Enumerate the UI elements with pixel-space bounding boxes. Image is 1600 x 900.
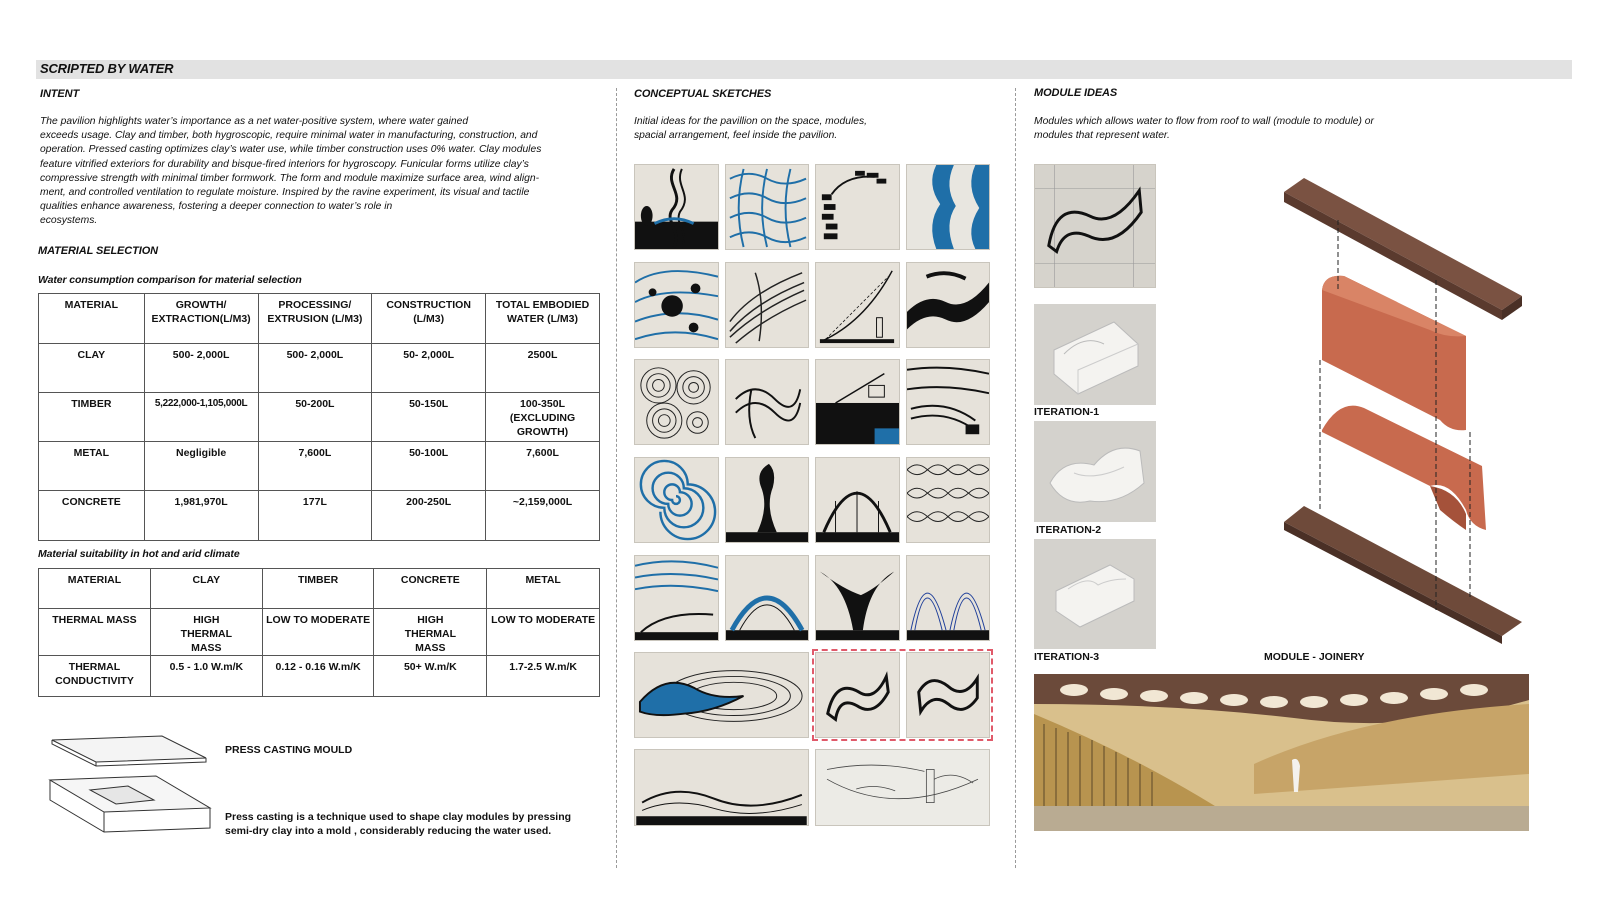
intent-line: operation. Pressed casting optimizes clay’s water use, while timber construction uses 0% water. Clay modules bbox=[40, 144, 542, 156]
sketch-thumbnail bbox=[634, 555, 719, 641]
intent-line: The pavilion highlights water’s importance as a net water-positive system, where water gained bbox=[40, 116, 469, 127]
conceptual-sketches-description: Initial ideas for the pavillion on the space, modules, spacial arrangement, feel inside the pavilion. bbox=[634, 116, 867, 142]
column-divider-2 bbox=[1015, 88, 1016, 868]
press-casting-label: PRESS CASTING MOULD bbox=[225, 744, 353, 756]
iteration-1-label: ITERATION-1 bbox=[1034, 406, 1100, 418]
sketch-thumbnail bbox=[906, 164, 990, 250]
selected-sketches-highlight bbox=[812, 649, 993, 741]
sketch-thumbnail bbox=[815, 457, 900, 543]
sketch-thumbnail bbox=[634, 749, 809, 826]
table2-title: Material suitability in hot and arid climate bbox=[38, 548, 240, 560]
table-header-cell: PROCESSING/ EXTRUSION (L/M3) bbox=[258, 294, 372, 344]
sketch-thumbnail bbox=[906, 555, 990, 641]
press-casting-mould-drawing bbox=[44, 728, 216, 840]
pavilion-interior-render bbox=[1034, 674, 1529, 831]
sketch-thumbnail bbox=[634, 457, 719, 543]
sketch-thumbnail bbox=[906, 457, 990, 543]
intent-heading: INTENT bbox=[40, 88, 80, 100]
intent-paragraph bbox=[40, 115, 610, 229]
sketch-thumbnail bbox=[725, 164, 809, 250]
sketch-thumbnail bbox=[815, 555, 900, 641]
iteration-3-photo bbox=[1034, 539, 1156, 649]
table-row: THERMAL CONDUCTIVITY 0.5 - 1.0 W.m/K 0.12 - 0.16 W.m/K 50+ W.m/K 1.7-2.5 W.m/K bbox=[39, 656, 600, 697]
iteration-2-photo bbox=[1034, 421, 1156, 522]
table-header-cell: MATERIAL bbox=[39, 569, 151, 609]
sketch-thumbnail bbox=[725, 457, 809, 543]
table-header-cell: GROWTH/ EXTRACTION(L/M3) bbox=[144, 294, 258, 344]
module-joinery-drawing bbox=[1270, 170, 1532, 650]
table-header-cell: MATERIAL bbox=[39, 294, 145, 344]
conceptual-sketches-heading: CONCEPTUAL SKETCHES bbox=[634, 88, 772, 100]
module-ideas-heading: MODULE IDEAS bbox=[1034, 87, 1118, 99]
table-header-cell: TIMBER bbox=[262, 569, 374, 609]
sketch-thumbnail bbox=[815, 164, 900, 250]
intent-line: compressive strength with minimal timber formwork. The form and module maximize surface area, wind align- bbox=[40, 172, 540, 184]
climate-suitability-table bbox=[38, 568, 600, 697]
iteration-2-label: ITERATION-2 bbox=[1036, 524, 1102, 536]
sketch-thumbnail bbox=[634, 652, 809, 738]
intent-line: exceeds usage. Clay and timber, both hygroscopic, require minimal water in manufacturing, construction, and bbox=[40, 130, 538, 142]
sketch-thumbnail bbox=[634, 359, 719, 445]
intent-line: feature vitrified exteriors for durability and bisque-fired interiors for hygroscopy. Funicular forms utilize clay’s bbox=[40, 158, 529, 170]
table-row: TIMBER 5,222,000-1,105,000L 50-200L 50-150L 100-350L (EXCLUDING GROWTH) bbox=[39, 393, 600, 442]
intent-line: qualities enhance awareness, fostering a deeper connection to water’s role in bbox=[40, 201, 393, 213]
table-header-cell: TOTAL EMBODIED WATER (L/M3) bbox=[486, 294, 600, 344]
table-row: THERMAL MASS HIGH THERMAL MASS LOW TO MODERATE HIGH THERMAL MASS LOW TO MODERATE bbox=[39, 609, 600, 656]
material-selection-heading: MATERIAL SELECTION bbox=[38, 245, 159, 257]
table-row: METAL Negligible 7,600L 50-100L 7,600L bbox=[39, 442, 600, 491]
press-casting-description: Press casting is a technique used to shape clay modules by pressing semi-dry clay into a mold , considerably reducing the water used. bbox=[225, 811, 572, 837]
intent-line: ment, and controlled ventilation to regulate moisture. Inspired by the ravine experiment, its visual and tactile bbox=[40, 187, 530, 199]
module-ideas-description: Modules which allows water to flow from roof to wall (module to module) or modules that represent water. bbox=[1034, 116, 1374, 142]
sketch-thumbnail bbox=[634, 164, 719, 250]
table-header-cell: CONSTRUCTION (L/M3) bbox=[372, 294, 486, 344]
sketch-thumbnail bbox=[815, 262, 900, 348]
column-divider-1 bbox=[616, 88, 617, 868]
sketch-thumbnail bbox=[725, 359, 809, 445]
sketch-thumbnail bbox=[725, 262, 809, 348]
table-header-cell: METAL bbox=[487, 569, 600, 609]
title-bar bbox=[36, 60, 1572, 79]
table1-title: Water consumption comparison for material selection bbox=[38, 274, 302, 286]
intent-line: ecosystems. bbox=[40, 215, 98, 227]
sketch-thumbnail bbox=[634, 262, 719, 348]
page-title: SCRIPTED BY WATER bbox=[40, 61, 174, 76]
sketch-thumbnail bbox=[725, 555, 809, 641]
module-joinery-label: MODULE - JOINERY bbox=[1264, 651, 1365, 663]
module-sketch-photo bbox=[1034, 164, 1156, 288]
iteration-1-photo bbox=[1034, 304, 1156, 405]
table-header-cell: CONCRETE bbox=[374, 569, 487, 609]
table-row: CLAY 500- 2,000L 500- 2,000L 50- 2,000L 2500L bbox=[39, 344, 600, 393]
water-consumption-table bbox=[38, 293, 600, 541]
table-header-cell: CLAY bbox=[150, 569, 262, 609]
sketch-thumbnail bbox=[906, 359, 990, 445]
sketch-thumbnail bbox=[815, 359, 900, 445]
sketch-thumbnail bbox=[906, 262, 990, 348]
table-row: CONCRETE 1,981,970L 177L 200-250L ~2,159,000L bbox=[39, 491, 600, 541]
sketch-thumbnail bbox=[815, 749, 990, 826]
iteration-3-label: ITERATION-3 bbox=[1034, 651, 1100, 663]
